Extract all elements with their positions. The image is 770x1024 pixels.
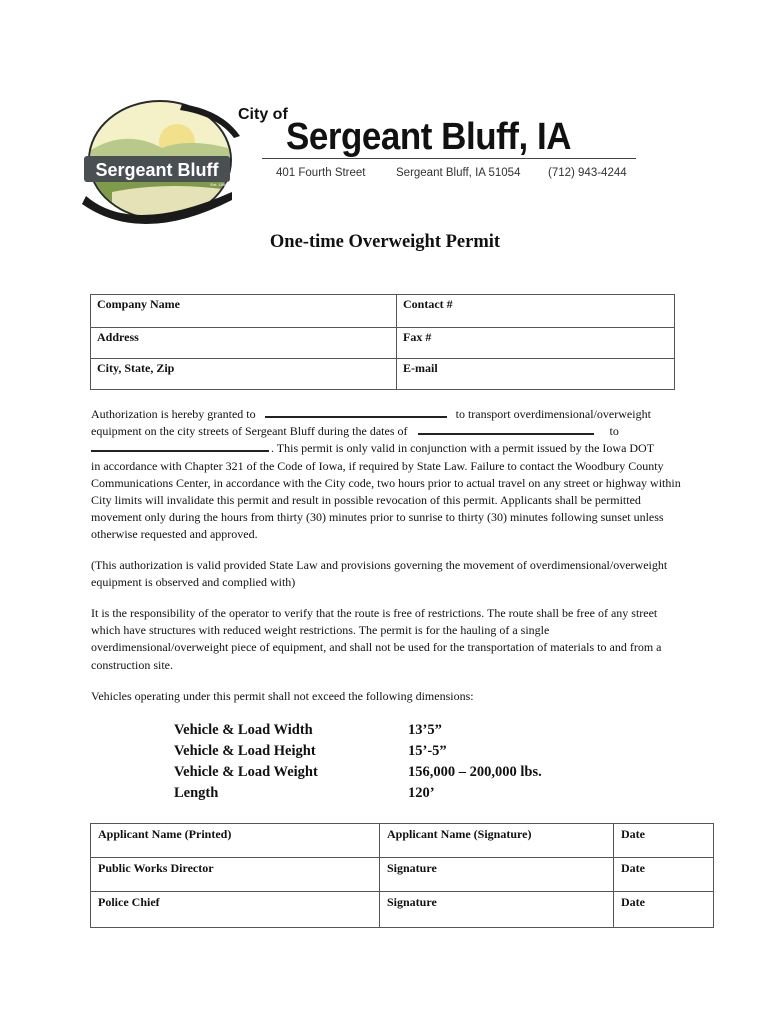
fax-field[interactable] xyxy=(397,328,675,359)
dimension-label: Vehicle & Load Weight xyxy=(174,764,318,780)
applicant-printed-label: Applicant Name (Printed) xyxy=(98,827,232,841)
authorization-paragraph xyxy=(91,406,686,544)
dimension-value: 156,000 – 200,000 lbs. xyxy=(408,764,542,780)
dimensions-intro: Vehicles operating under this permit shall not exceed the following dimensions: xyxy=(91,689,474,703)
fax-label: Fax # xyxy=(403,330,432,344)
auth-text-e: . This permit is only valid in conjunction with a permit issued by the Iowa DOT xyxy=(271,441,655,456)
start-date-blank[interactable] xyxy=(418,424,594,435)
email-field[interactable] xyxy=(397,359,675,390)
email-label: E-mail xyxy=(403,361,438,375)
header-city-name: Sergeant Bluff, IA xyxy=(286,116,572,158)
public-works-cell[interactable] xyxy=(91,858,380,892)
auth-text-b: to transport overdimensional/overweight xyxy=(455,407,651,421)
dimension-label: Vehicle & Load Width xyxy=(174,722,313,738)
public-works-date-cell[interactable] xyxy=(614,858,714,892)
police-chief-date-cell[interactable] xyxy=(614,892,714,928)
applicant-signature-label: Applicant Name (Signature) xyxy=(387,827,532,841)
responsibility-paragraph: It is the responsibility of the operator to verify that the route is free of restrictions. The route shall be free of any street which have structures with reduced weight restrictions. The permit is for the hauling of a single overdimensional/overweight piece of equipment, and shall not be used for the transportation of materials to and from a construction site. xyxy=(91,606,662,672)
dimension-value: 13’5” xyxy=(408,722,442,738)
city-logo xyxy=(72,96,242,226)
validity-paragraph: (This authorization is valid provided State Law and provisions governing the movement of overdimensional/overweight equipment is observed and complied with) xyxy=(91,558,668,590)
auth-text-rest: in accordance with Chapter 321 of the Code of Iowa, if required by State Law. Failure to contact the Woodbury County Communications Center, in accordance with the City code, two hours prior to actual travel on any street or highway within City limits will invalidate this permit and result in possible revocation of this permit. Applicants shall be permitted movement only during the hours from thirty (30) minutes prior to sunrise to thirty (30) minutes following sunset unless otherwise requested and approved. xyxy=(91,458,681,542)
police-chief-signature-label: Signature xyxy=(387,895,437,909)
auth-text-d: to xyxy=(609,424,619,439)
police-chief-cell[interactable] xyxy=(91,892,380,928)
applicant-signature-cell[interactable] xyxy=(380,824,614,858)
police-chief-date-label: Date xyxy=(621,895,645,909)
logo-est: Est. 1880 xyxy=(210,182,228,187)
company-name-label: Company Name xyxy=(97,297,180,311)
signature-table xyxy=(90,823,714,928)
header-divider xyxy=(262,158,636,159)
auth-text-a: Authorization is hereby granted to xyxy=(91,407,256,421)
address-label: Address xyxy=(97,330,139,344)
dimension-value: 15’-5” xyxy=(408,743,447,759)
public-works-signature-cell[interactable] xyxy=(380,858,614,892)
dimension-value: 120’ xyxy=(408,785,435,801)
police-chief-signature-cell[interactable] xyxy=(380,892,614,928)
company-name-field[interactable] xyxy=(91,295,397,328)
public-works-label: Public Works Director xyxy=(98,861,214,875)
applicant-date-cell[interactable] xyxy=(614,824,714,858)
public-works-signature-label: Signature xyxy=(387,861,437,875)
address-field[interactable] xyxy=(91,328,397,359)
dimension-label: Length xyxy=(174,785,219,801)
logo-text: Sergeant Bluff xyxy=(95,160,219,180)
header-city-zip: Sergeant Bluff, IA 51054 xyxy=(396,167,521,179)
grantee-blank[interactable] xyxy=(265,407,447,418)
auth-text-c: equipment on the city streets of Sergeant Bluff during the dates of xyxy=(91,424,408,439)
applicant-date-label: Date xyxy=(621,827,645,841)
page-title: One-time Overweight Permit xyxy=(269,232,501,252)
header-city-of: City of xyxy=(238,106,288,123)
header-street: 401 Fourth Street xyxy=(276,167,366,179)
public-works-date-label: Date xyxy=(621,861,645,875)
end-date-blank[interactable] xyxy=(91,441,269,452)
applicant-printed-cell[interactable] xyxy=(91,824,380,858)
police-chief-label: Police Chief xyxy=(98,895,160,909)
city-state-zip-field[interactable] xyxy=(91,359,397,390)
contact-label: Contact # xyxy=(403,297,453,311)
city-state-zip-label: City, State, Zip xyxy=(97,361,175,375)
header-phone: (712) 943-4244 xyxy=(548,167,627,179)
contact-field[interactable] xyxy=(397,295,675,328)
applicant-info-table xyxy=(90,294,675,390)
dimension-label: Vehicle & Load Height xyxy=(174,743,316,759)
